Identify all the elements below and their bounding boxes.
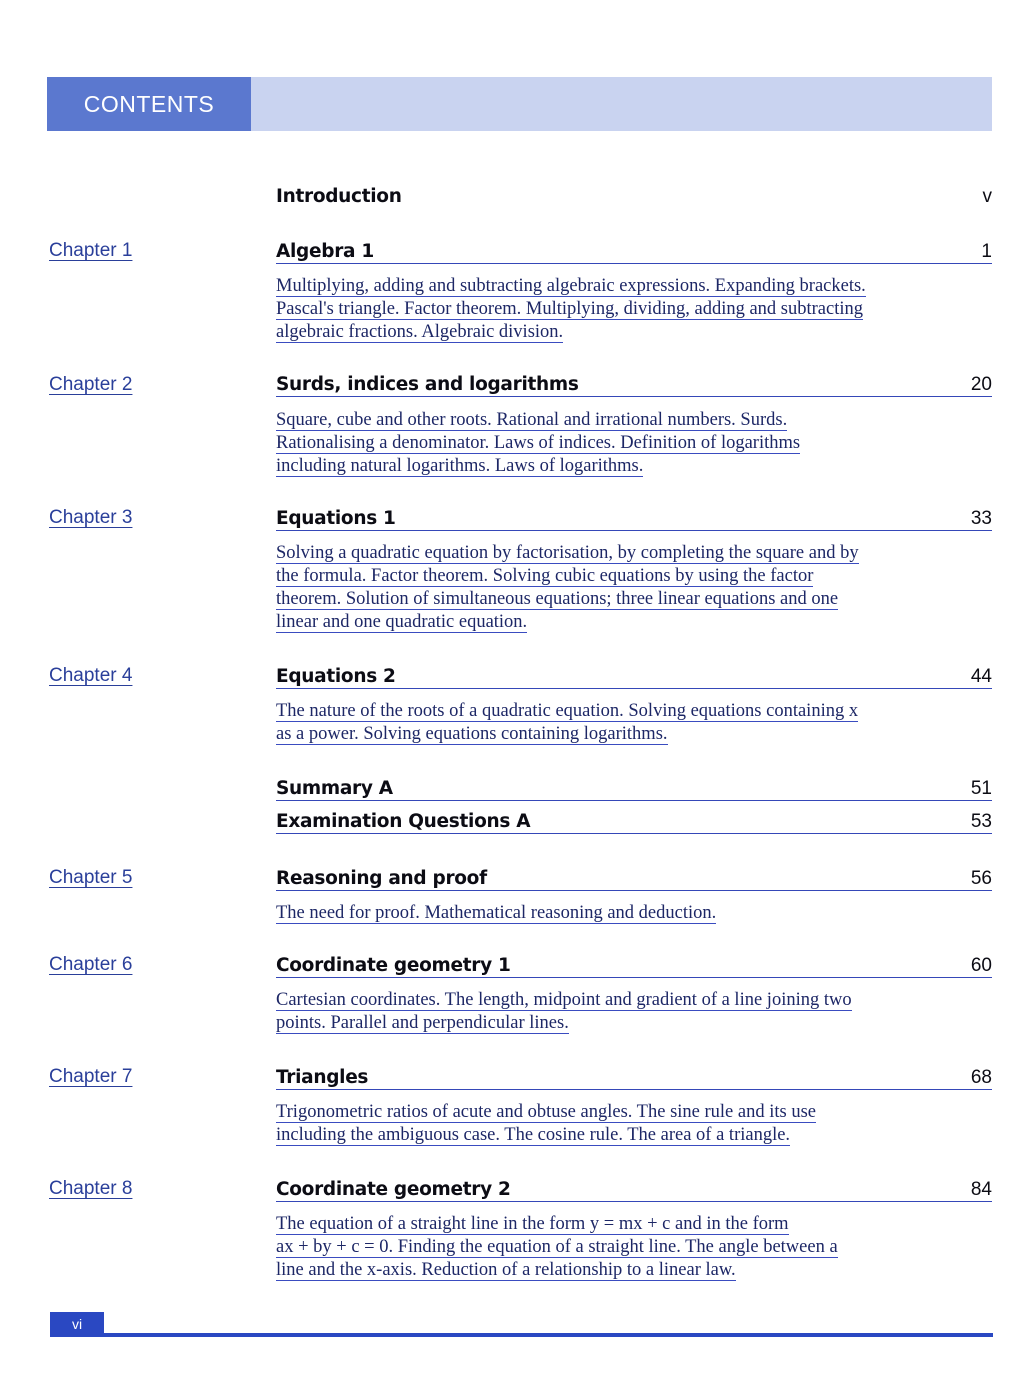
- chapter-4-title: Equations 2: [276, 666, 396, 687]
- description-line: Multiplying, adding and subtracting algebraic expressions. Expanding brackets.: [276, 276, 866, 296]
- chapter-5-title: Reasoning and proof: [276, 868, 487, 889]
- chapter-8-title: Coordinate geometry 2: [276, 1179, 511, 1200]
- exam-questions-a-row[interactable]: [276, 808, 992, 834]
- chapter-6-page: 60: [970, 955, 992, 976]
- chapter-7-page: 68: [970, 1067, 992, 1088]
- description-line: points. Parallel and perpendicular lines.: [276, 1013, 569, 1033]
- contents-heading: CONTENTS: [47, 77, 251, 131]
- chapter-4-description[interactable]: [276, 700, 858, 746]
- chapter-1-description[interactable]: [276, 275, 866, 344]
- chapter-3-title: Equations 1: [276, 508, 396, 529]
- description-line: line and the x-axis. Reduction of a relationship to a linear law.: [276, 1260, 736, 1280]
- contents-banner: [47, 77, 992, 131]
- introduction-page: v: [982, 186, 992, 207]
- toc-introduction[interactable]: [276, 182, 992, 208]
- chapter-2-description[interactable]: [276, 409, 800, 478]
- description-line: Rationalising a denominator. Laws of indices. Definition of logarithms: [276, 433, 801, 453]
- chapter-3-description[interactable]: [276, 542, 859, 634]
- page-number-tab: vi: [50, 1312, 104, 1337]
- description-line: Square, cube and other roots. Rational and irrational numbers. Surds.: [276, 410, 788, 430]
- description-line: including the ambiguous case. The cosine rule. The area of a triangle.: [276, 1125, 791, 1145]
- chapter-6-description[interactable]: [276, 989, 852, 1035]
- chapter-8-page: 84: [970, 1179, 992, 1200]
- description-line: as a power. Solving equations containing logarithms.: [276, 724, 668, 744]
- chapter-4-page: 44: [970, 666, 992, 687]
- description-line: theorem. Solution of simultaneous equations; three linear equations and one: [276, 589, 839, 609]
- description-line: The equation of a straight line in the form y = mx + c and in the form: [276, 1214, 789, 1234]
- description-line: algebraic fractions. Algebraic division.: [276, 322, 564, 342]
- chapter-3-label[interactable]: Chapter 3: [49, 507, 133, 528]
- chapter-5-label[interactable]: Chapter 5: [49, 867, 133, 888]
- description-line: Pascal's triangle. Factor theorem. Multiplying, dividing, adding and subtracting: [276, 299, 864, 319]
- description-line: Solving a quadratic equation by factorisation, by completing the square and by: [276, 543, 859, 563]
- chapter-6-title-row[interactable]: [276, 952, 992, 978]
- introduction-title: Introduction: [276, 186, 402, 207]
- summary-a-title: Summary A: [276, 778, 393, 799]
- chapter-1-label[interactable]: Chapter 1: [49, 240, 133, 261]
- description-line: including natural logarithms. Laws of logarithms.: [276, 456, 644, 476]
- footer-rule: [104, 1333, 993, 1337]
- chapter-2-page: 20: [970, 374, 992, 395]
- chapter-3-page: 33: [970, 508, 992, 529]
- chapter-8-title-row[interactable]: [276, 1176, 992, 1202]
- summary-a-row[interactable]: [276, 775, 992, 801]
- chapter-8-label[interactable]: Chapter 8: [49, 1178, 133, 1199]
- chapter-5-title-row[interactable]: [276, 865, 992, 891]
- exam-questions-a-title: Examination Questions A: [276, 811, 531, 832]
- chapter-2-label[interactable]: Chapter 2: [49, 374, 133, 395]
- chapter-8-description[interactable]: [276, 1213, 838, 1282]
- chapter-1-title: Algebra 1: [276, 241, 374, 262]
- description-line: ax + by + c = 0. Finding the equation of a straight line. The angle between a: [276, 1237, 838, 1257]
- chapter-7-description[interactable]: [276, 1101, 816, 1147]
- description-line: The nature of the roots of a quadratic equation. Solving equations containing x: [276, 701, 859, 721]
- description-line: the formula. Factor theorem. Solving cubic equations by using the factor: [276, 566, 814, 586]
- description-line: Cartesian coordinates. The length, midpoint and gradient of a line joining two: [276, 990, 852, 1010]
- chapter-1-title-row[interactable]: [276, 238, 992, 264]
- description-line: linear and one quadratic equation.: [276, 612, 528, 632]
- chapter-7-title-row[interactable]: [276, 1064, 992, 1090]
- chapter-6-title: Coordinate geometry 1: [276, 955, 511, 976]
- exam-questions-a-page: 53: [970, 811, 992, 832]
- summary-a-page: 51: [970, 778, 992, 799]
- chapter-4-label[interactable]: Chapter 4: [49, 665, 133, 686]
- chapter-5-description[interactable]: [276, 902, 716, 925]
- chapter-7-title: Triangles: [276, 1067, 369, 1088]
- chapter-2-title-row[interactable]: [276, 371, 992, 397]
- description-line: The need for proof. Mathematical reasoning and deduction.: [276, 903, 717, 923]
- chapter-2-title: Surds, indices and logarithms: [276, 374, 579, 395]
- chapter-7-label[interactable]: Chapter 7: [49, 1066, 133, 1087]
- chapter-6-label[interactable]: Chapter 6: [49, 954, 133, 975]
- chapter-3-title-row[interactable]: [276, 505, 992, 531]
- chapter-1-page: 1: [981, 241, 992, 262]
- description-line: Trigonometric ratios of acute and obtuse angles. The sine rule and its use: [276, 1102, 816, 1122]
- chapter-5-page: 56: [970, 868, 992, 889]
- chapter-4-title-row[interactable]: [276, 663, 992, 689]
